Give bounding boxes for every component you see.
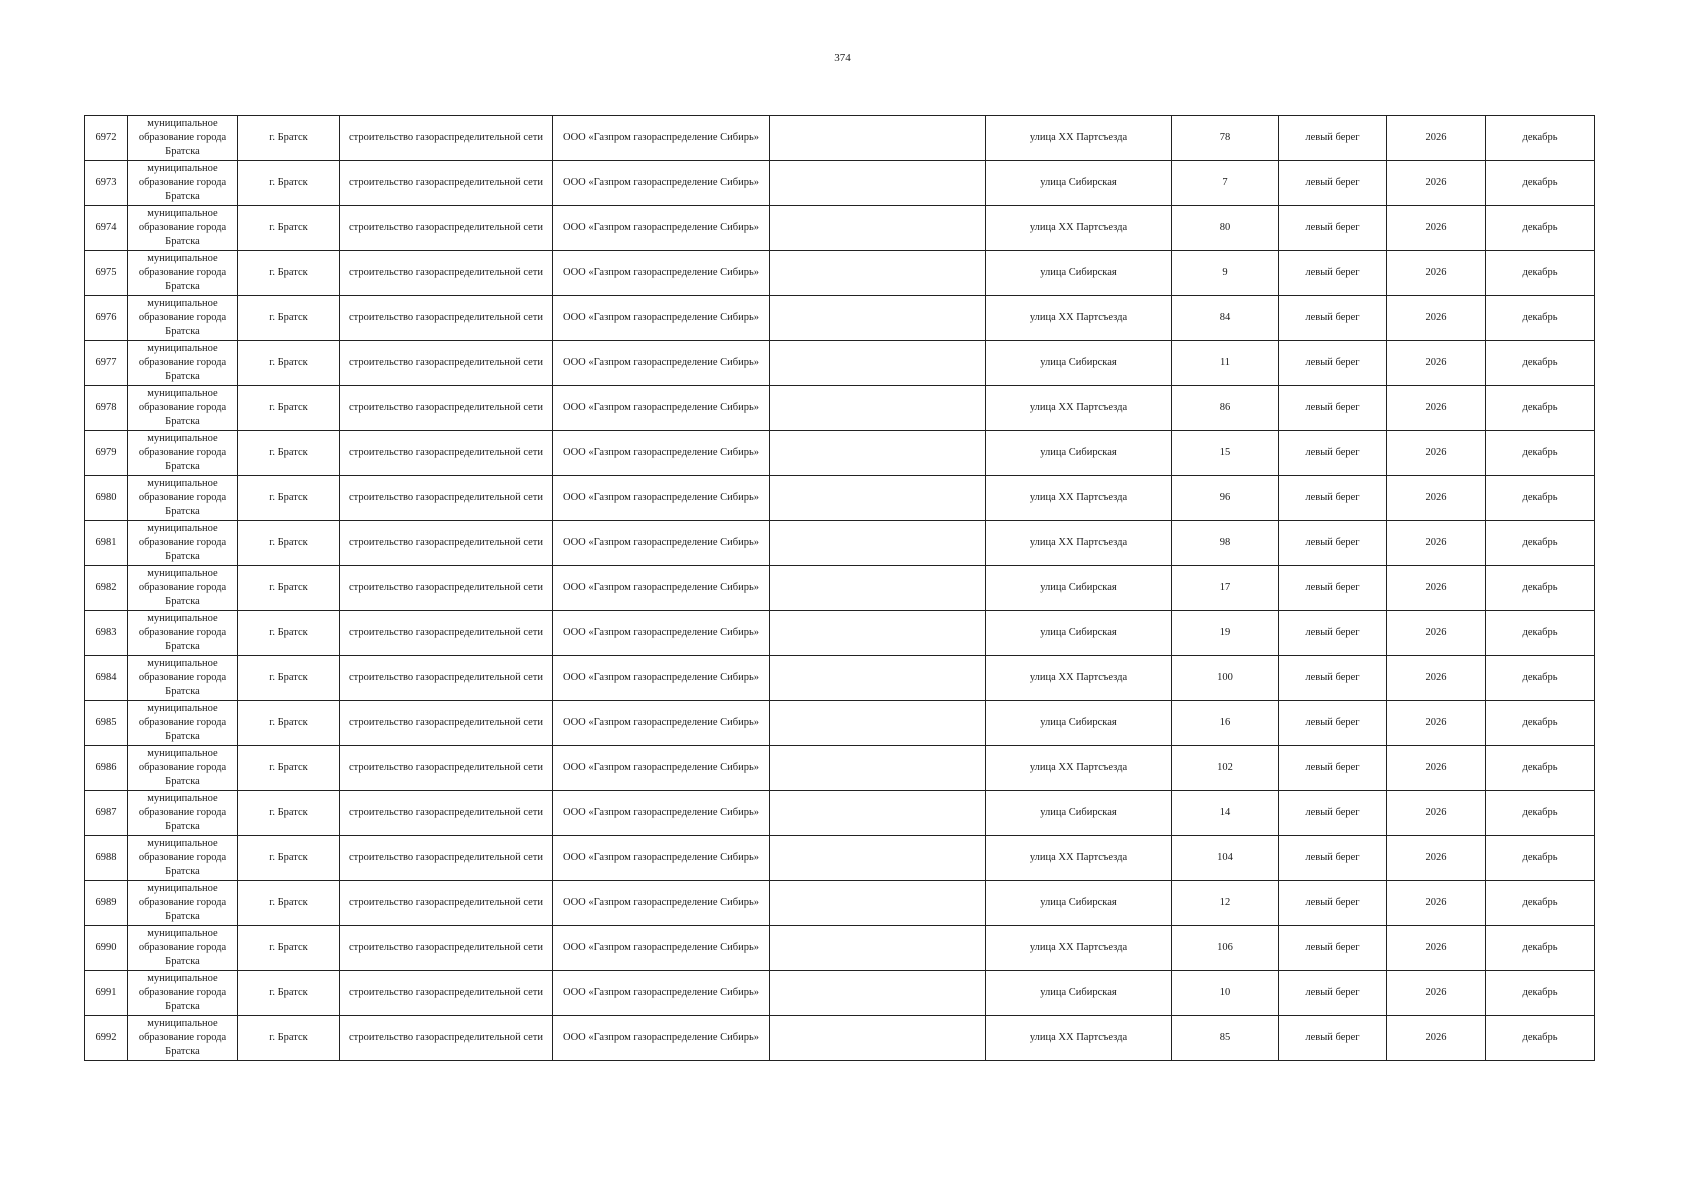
- year-cell: 2026: [1387, 251, 1486, 296]
- house-number-cell: 17: [1172, 566, 1279, 611]
- row-number: 6983: [85, 611, 128, 656]
- river-bank-cell: левый берег: [1279, 161, 1387, 206]
- street-cell: улица XX Партсъезда: [986, 116, 1172, 161]
- street-cell: улица XX Партсъезда: [986, 1016, 1172, 1061]
- month-cell: декабрь: [1486, 701, 1595, 746]
- river-bank-cell: левый берег: [1279, 116, 1387, 161]
- table-row: [85, 341, 1595, 386]
- river-bank-cell: левый берег: [1279, 971, 1387, 1016]
- street-cell: улица Сибирская: [986, 161, 1172, 206]
- row-number: 6980: [85, 476, 128, 521]
- empty-cell: [770, 881, 986, 926]
- river-bank-cell: левый берег: [1279, 926, 1387, 971]
- row-number: 6982: [85, 566, 128, 611]
- house-number-cell: 12: [1172, 881, 1279, 926]
- year-cell: 2026: [1387, 881, 1486, 926]
- work-type-cell: строительство газораспределительной сети: [340, 161, 553, 206]
- month-cell: декабрь: [1486, 926, 1595, 971]
- municipality-cell: муниципальное образование города Братска: [128, 656, 238, 701]
- city-cell: г. Братск: [238, 926, 340, 971]
- empty-cell: [770, 116, 986, 161]
- work-type-cell: строительство газораспределительной сети: [340, 701, 553, 746]
- city-cell: г. Братск: [238, 566, 340, 611]
- year-cell: 2026: [1387, 926, 1486, 971]
- table-row: [85, 881, 1595, 926]
- municipality-cell: муниципальное образование города Братска: [128, 521, 238, 566]
- year-cell: 2026: [1387, 341, 1486, 386]
- organization-cell: ООО «Газпром газораспределение Сибирь»: [553, 656, 770, 701]
- table-row: [85, 746, 1595, 791]
- river-bank-cell: левый берег: [1279, 701, 1387, 746]
- street-cell: улица Сибирская: [986, 566, 1172, 611]
- year-cell: 2026: [1387, 116, 1486, 161]
- city-cell: г. Братск: [238, 296, 340, 341]
- empty-cell: [770, 791, 986, 836]
- row-number: 6988: [85, 836, 128, 881]
- table-row: [85, 476, 1595, 521]
- street-cell: улица XX Партсъезда: [986, 476, 1172, 521]
- year-cell: 2026: [1387, 791, 1486, 836]
- row-number: 6987: [85, 791, 128, 836]
- row-number: 6992: [85, 1016, 128, 1061]
- page-number: 374: [834, 52, 851, 64]
- municipality-cell: муниципальное образование города Братска: [128, 881, 238, 926]
- year-cell: 2026: [1387, 656, 1486, 701]
- table-row: [85, 206, 1595, 251]
- table-row: [85, 701, 1595, 746]
- month-cell: декабрь: [1486, 251, 1595, 296]
- year-cell: 2026: [1387, 701, 1486, 746]
- month-cell: декабрь: [1486, 791, 1595, 836]
- month-cell: декабрь: [1486, 971, 1595, 1016]
- year-cell: 2026: [1387, 836, 1486, 881]
- row-number: 6984: [85, 656, 128, 701]
- table-row: [85, 116, 1595, 161]
- table-row: [85, 521, 1595, 566]
- city-cell: г. Братск: [238, 386, 340, 431]
- river-bank-cell: левый берег: [1279, 746, 1387, 791]
- river-bank-cell: левый берег: [1279, 431, 1387, 476]
- house-number-cell: 104: [1172, 836, 1279, 881]
- house-number-cell: 96: [1172, 476, 1279, 521]
- city-cell: г. Братск: [238, 161, 340, 206]
- row-number: 6979: [85, 431, 128, 476]
- work-type-cell: строительство газораспределительной сети: [340, 341, 553, 386]
- empty-cell: [770, 296, 986, 341]
- year-cell: 2026: [1387, 611, 1486, 656]
- table-row: [85, 566, 1595, 611]
- municipality-cell: муниципальное образование города Братска: [128, 251, 238, 296]
- city-cell: г. Братск: [238, 881, 340, 926]
- city-cell: г. Братск: [238, 791, 340, 836]
- month-cell: декабрь: [1486, 476, 1595, 521]
- table-row: [85, 161, 1595, 206]
- month-cell: декабрь: [1486, 881, 1595, 926]
- house-number-cell: 19: [1172, 611, 1279, 656]
- work-type-cell: строительство газораспределительной сети: [340, 836, 553, 881]
- organization-cell: ООО «Газпром газораспределение Сибирь»: [553, 971, 770, 1016]
- street-cell: улица Сибирская: [986, 791, 1172, 836]
- city-cell: г. Братск: [238, 341, 340, 386]
- work-type-cell: строительство газораспределительной сети: [340, 881, 553, 926]
- organization-cell: ООО «Газпром газораспределение Сибирь»: [553, 791, 770, 836]
- city-cell: г. Братск: [238, 206, 340, 251]
- row-number: 6990: [85, 926, 128, 971]
- work-type-cell: строительство газораспределительной сети: [340, 926, 553, 971]
- table-body: [85, 116, 1595, 1061]
- work-type-cell: строительство газораспределительной сети: [340, 251, 553, 296]
- row-number: 6989: [85, 881, 128, 926]
- street-cell: улица XX Партсъезда: [986, 206, 1172, 251]
- river-bank-cell: левый берег: [1279, 296, 1387, 341]
- river-bank-cell: левый берег: [1279, 881, 1387, 926]
- municipality-cell: муниципальное образование города Братска: [128, 341, 238, 386]
- city-cell: г. Братск: [238, 521, 340, 566]
- row-number: 6978: [85, 386, 128, 431]
- city-cell: г. Братск: [238, 611, 340, 656]
- table-row: [85, 926, 1595, 971]
- empty-cell: [770, 836, 986, 881]
- month-cell: декабрь: [1486, 431, 1595, 476]
- city-cell: г. Братск: [238, 431, 340, 476]
- empty-cell: [770, 701, 986, 746]
- row-number: 6976: [85, 296, 128, 341]
- street-cell: улица Сибирская: [986, 701, 1172, 746]
- house-number-cell: 100: [1172, 656, 1279, 701]
- gasification-table: [84, 115, 1595, 1061]
- month-cell: декабрь: [1486, 656, 1595, 701]
- river-bank-cell: левый берег: [1279, 251, 1387, 296]
- organization-cell: ООО «Газпром газораспределение Сибирь»: [553, 926, 770, 971]
- work-type-cell: строительство газораспределительной сети: [340, 971, 553, 1016]
- empty-cell: [770, 611, 986, 656]
- year-cell: 2026: [1387, 566, 1486, 611]
- row-number: 6973: [85, 161, 128, 206]
- river-bank-cell: левый берег: [1279, 656, 1387, 701]
- work-type-cell: строительство газораспределительной сети: [340, 521, 553, 566]
- work-type-cell: строительство газораспределительной сети: [340, 386, 553, 431]
- house-number-cell: 86: [1172, 386, 1279, 431]
- municipality-cell: муниципальное образование города Братска: [128, 566, 238, 611]
- municipality-cell: муниципальное образование города Братска: [128, 476, 238, 521]
- street-cell: улица XX Партсъезда: [986, 746, 1172, 791]
- empty-cell: [770, 161, 986, 206]
- row-number: 6974: [85, 206, 128, 251]
- work-type-cell: строительство газораспределительной сети: [340, 296, 553, 341]
- municipality-cell: муниципальное образование города Братска: [128, 791, 238, 836]
- organization-cell: ООО «Газпром газораспределение Сибирь»: [553, 611, 770, 656]
- empty-cell: [770, 476, 986, 521]
- table-row: [85, 611, 1595, 656]
- house-number-cell: 11: [1172, 341, 1279, 386]
- table-row: [85, 251, 1595, 296]
- street-cell: улица Сибирская: [986, 611, 1172, 656]
- year-cell: 2026: [1387, 521, 1486, 566]
- work-type-cell: строительство газораспределительной сети: [340, 206, 553, 251]
- house-number-cell: 9: [1172, 251, 1279, 296]
- row-number: 6991: [85, 971, 128, 1016]
- river-bank-cell: левый берег: [1279, 611, 1387, 656]
- organization-cell: ООО «Газпром газораспределение Сибирь»: [553, 836, 770, 881]
- house-number-cell: 106: [1172, 926, 1279, 971]
- month-cell: декабрь: [1486, 296, 1595, 341]
- empty-cell: [770, 926, 986, 971]
- organization-cell: ООО «Газпром газораспределение Сибирь»: [553, 386, 770, 431]
- organization-cell: ООО «Газпром газораспределение Сибирь»: [553, 746, 770, 791]
- municipality-cell: муниципальное образование города Братска: [128, 296, 238, 341]
- river-bank-cell: левый берег: [1279, 341, 1387, 386]
- city-cell: г. Братск: [238, 836, 340, 881]
- work-type-cell: строительство газораспределительной сети: [340, 791, 553, 836]
- work-type-cell: строительство газораспределительной сети: [340, 566, 553, 611]
- empty-cell: [770, 1016, 986, 1061]
- work-type-cell: строительство газораспределительной сети: [340, 1016, 553, 1061]
- municipality-cell: муниципальное образование города Братска: [128, 746, 238, 791]
- organization-cell: ООО «Газпром газораспределение Сибирь»: [553, 521, 770, 566]
- empty-cell: [770, 206, 986, 251]
- river-bank-cell: левый берег: [1279, 566, 1387, 611]
- house-number-cell: 98: [1172, 521, 1279, 566]
- municipality-cell: муниципальное образование города Братска: [128, 1016, 238, 1061]
- year-cell: 2026: [1387, 161, 1486, 206]
- house-number-cell: 80: [1172, 206, 1279, 251]
- city-cell: г. Братск: [238, 251, 340, 296]
- table-row: [85, 791, 1595, 836]
- organization-cell: ООО «Газпром газораспределение Сибирь»: [553, 206, 770, 251]
- month-cell: декабрь: [1486, 566, 1595, 611]
- house-number-cell: 85: [1172, 1016, 1279, 1061]
- organization-cell: ООО «Газпром газораспределение Сибирь»: [553, 476, 770, 521]
- year-cell: 2026: [1387, 971, 1486, 1016]
- work-type-cell: строительство газораспределительной сети: [340, 611, 553, 656]
- municipality-cell: муниципальное образование города Братска: [128, 926, 238, 971]
- municipality-cell: муниципальное образование города Братска: [128, 161, 238, 206]
- month-cell: декабрь: [1486, 161, 1595, 206]
- street-cell: улица Сибирская: [986, 881, 1172, 926]
- municipality-cell: муниципальное образование города Братска: [128, 701, 238, 746]
- municipality-cell: муниципальное образование города Братска: [128, 836, 238, 881]
- organization-cell: ООО «Газпром газораспределение Сибирь»: [553, 296, 770, 341]
- table-row: [85, 431, 1595, 476]
- municipality-cell: муниципальное образование города Братска: [128, 431, 238, 476]
- street-cell: улица Сибирская: [986, 431, 1172, 476]
- city-cell: г. Братск: [238, 971, 340, 1016]
- house-number-cell: 14: [1172, 791, 1279, 836]
- city-cell: г. Братск: [238, 656, 340, 701]
- work-type-cell: строительство газораспределительной сети: [340, 656, 553, 701]
- river-bank-cell: левый берег: [1279, 1016, 1387, 1061]
- municipality-cell: муниципальное образование города Братска: [128, 386, 238, 431]
- city-cell: г. Братск: [238, 116, 340, 161]
- empty-cell: [770, 971, 986, 1016]
- house-number-cell: 7: [1172, 161, 1279, 206]
- river-bank-cell: левый берег: [1279, 791, 1387, 836]
- street-cell: улица XX Партсъезда: [986, 836, 1172, 881]
- empty-cell: [770, 251, 986, 296]
- year-cell: 2026: [1387, 431, 1486, 476]
- street-cell: улица Сибирская: [986, 251, 1172, 296]
- month-cell: декабрь: [1486, 206, 1595, 251]
- row-number: 6977: [85, 341, 128, 386]
- house-number-cell: 10: [1172, 971, 1279, 1016]
- house-number-cell: 16: [1172, 701, 1279, 746]
- row-number: 6981: [85, 521, 128, 566]
- organization-cell: ООО «Газпром газораспределение Сибирь»: [553, 341, 770, 386]
- row-number: 6985: [85, 701, 128, 746]
- house-number-cell: 78: [1172, 116, 1279, 161]
- month-cell: декабрь: [1486, 521, 1595, 566]
- row-number: 6972: [85, 116, 128, 161]
- street-cell: улица XX Партсъезда: [986, 386, 1172, 431]
- street-cell: улица XX Партсъезда: [986, 296, 1172, 341]
- city-cell: г. Братск: [238, 1016, 340, 1061]
- work-type-cell: строительство газораспределительной сети: [340, 431, 553, 476]
- organization-cell: ООО «Газпром газораспределение Сибирь»: [553, 161, 770, 206]
- organization-cell: ООО «Газпром газораспределение Сибирь»: [553, 251, 770, 296]
- table-row: [85, 386, 1595, 431]
- month-cell: декабрь: [1486, 611, 1595, 656]
- organization-cell: ООО «Газпром газораспределение Сибирь»: [553, 116, 770, 161]
- row-number: 6975: [85, 251, 128, 296]
- organization-cell: ООО «Газпром газораспределение Сибирь»: [553, 566, 770, 611]
- organization-cell: ООО «Газпром газораспределение Сибирь»: [553, 881, 770, 926]
- river-bank-cell: левый берег: [1279, 386, 1387, 431]
- organization-cell: ООО «Газпром газораспределение Сибирь»: [553, 1016, 770, 1061]
- year-cell: 2026: [1387, 206, 1486, 251]
- month-cell: декабрь: [1486, 116, 1595, 161]
- river-bank-cell: левый берег: [1279, 206, 1387, 251]
- year-cell: 2026: [1387, 1016, 1486, 1061]
- city-cell: г. Братск: [238, 476, 340, 521]
- river-bank-cell: левый берег: [1279, 476, 1387, 521]
- empty-cell: [770, 341, 986, 386]
- street-cell: улица Сибирская: [986, 341, 1172, 386]
- table-row: [85, 1016, 1595, 1061]
- organization-cell: ООО «Газпром газораспределение Сибирь»: [553, 701, 770, 746]
- work-type-cell: строительство газораспределительной сети: [340, 746, 553, 791]
- month-cell: декабрь: [1486, 386, 1595, 431]
- month-cell: декабрь: [1486, 1016, 1595, 1061]
- organization-cell: ООО «Газпром газораспределение Сибирь»: [553, 431, 770, 476]
- table-row: [85, 656, 1595, 701]
- empty-cell: [770, 431, 986, 476]
- empty-cell: [770, 746, 986, 791]
- year-cell: 2026: [1387, 476, 1486, 521]
- municipality-cell: муниципальное образование города Братска: [128, 611, 238, 656]
- year-cell: 2026: [1387, 386, 1486, 431]
- municipality-cell: муниципальное образование города Братска: [128, 116, 238, 161]
- work-type-cell: строительство газораспределительной сети: [340, 116, 553, 161]
- street-cell: улица Сибирская: [986, 971, 1172, 1016]
- row-number: 6986: [85, 746, 128, 791]
- river-bank-cell: левый берег: [1279, 836, 1387, 881]
- table-row: [85, 296, 1595, 341]
- empty-cell: [770, 656, 986, 701]
- month-cell: декабрь: [1486, 341, 1595, 386]
- street-cell: улица XX Партсъезда: [986, 656, 1172, 701]
- empty-cell: [770, 566, 986, 611]
- city-cell: г. Братск: [238, 701, 340, 746]
- city-cell: г. Братск: [238, 746, 340, 791]
- street-cell: улица XX Партсъезда: [986, 926, 1172, 971]
- month-cell: декабрь: [1486, 746, 1595, 791]
- municipality-cell: муниципальное образование города Братска: [128, 971, 238, 1016]
- empty-cell: [770, 521, 986, 566]
- house-number-cell: 102: [1172, 746, 1279, 791]
- year-cell: 2026: [1387, 296, 1486, 341]
- table-row: [85, 971, 1595, 1016]
- street-cell: улица XX Партсъезда: [986, 521, 1172, 566]
- river-bank-cell: левый берег: [1279, 521, 1387, 566]
- work-type-cell: строительство газораспределительной сети: [340, 476, 553, 521]
- year-cell: 2026: [1387, 746, 1486, 791]
- month-cell: декабрь: [1486, 836, 1595, 881]
- table-row: [85, 836, 1595, 881]
- house-number-cell: 15: [1172, 431, 1279, 476]
- municipality-cell: муниципальное образование города Братска: [128, 206, 238, 251]
- empty-cell: [770, 386, 986, 431]
- house-number-cell: 84: [1172, 296, 1279, 341]
